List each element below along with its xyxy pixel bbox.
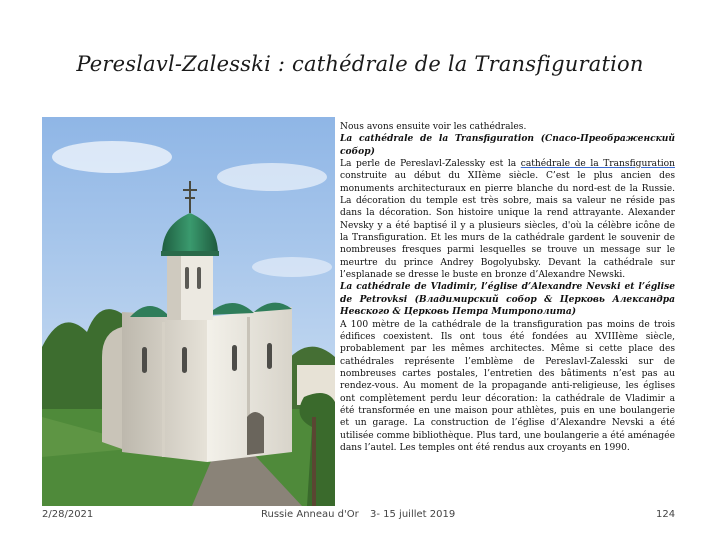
transfiguration-text-rest: construite au début du XIIème siècle. C’est le plus ancien des monuments architecturaux en pierre blanche du nord-est de la Russie. La décoration du temple est très sobre, mais sa valeur ne réside pas dans la décoration. Son histoire unique la rend attrayante. Alexander Nevsky y a été baptisé il y a plusieurs siècles, d'où la célèbre icône de la Transfiguration. Et les murs de la cathédrale gardent le souvenir de nombreuses fresques parmi lesquelles se trouve un message sur le meurtre du prince Andrey Bogolyubsky. Devant la cathédrale sur l’esplanade se dresse le buste en bronze d’Alexandre Newski.: [340, 171, 675, 281]
cathedral-photo: [42, 117, 335, 506]
cathedral-link[interactable]: cathédrale de la Transfiguration: [520, 159, 675, 170]
slide-body-text: [340, 121, 675, 496]
footer-date: 2/28/2021: [42, 509, 94, 520]
footer-title: Russie Anneau d'Or: [261, 509, 359, 520]
slide-title: Pereslavl-Zalesski : cathédrale de la Transfiguration: [76, 52, 644, 76]
footer-trip-dates: 3- 15 juillet 2019: [370, 509, 456, 520]
vladimir-paragraph: A 100 mètre de la cathédrale de la transfiguration pas moins de trois édifices coexistent. Ils ont tous été fondées au XVIIIème siècle, probablement par les mêmes architectes. Même si cette place des cathédrales représente l’emblème de Pereslavl-Zalesski sur de nombreuses cartes postales, l’entretien des bâtiments n’est pas au rendez-vous. Au moment de la propagande anti-religieuse, les églises ont complètement perdu leur décoration: la cathédrale de Vladimir a été transformée en une maison pour athlètes, puis en une boulangerie et un garage. La construction de l’église d’Alexandre Nevski a été utilisée comme bibliothèque. Plus tard, une boulangerie a été aménagée dans l’autel. Les temples ont été rendus aux croyants en 1990.: [340, 319, 675, 453]
section-heading-transfiguration: La cathédrale de la Transfiguration (Спасо-Преображенский собор): [340, 133, 675, 157]
transfiguration-paragraph: [340, 158, 675, 281]
transfiguration-text-start: La perle de Pereslavl-Zalessky est la: [340, 159, 521, 170]
intro-paragraph: Nous avons ensuite voir les cathédrales.: [340, 122, 527, 132]
section-heading-vladimir: La cathédrale de Vladimir, l’église d’Alexandre Nevski et l’église de Petrovksi (Владимирский собор & Церковь Александра Невского & Церковь Петра Митрополита): [340, 281, 675, 318]
footer-page-number: 124: [656, 509, 676, 520]
cathedral-illustration: [42, 117, 335, 506]
